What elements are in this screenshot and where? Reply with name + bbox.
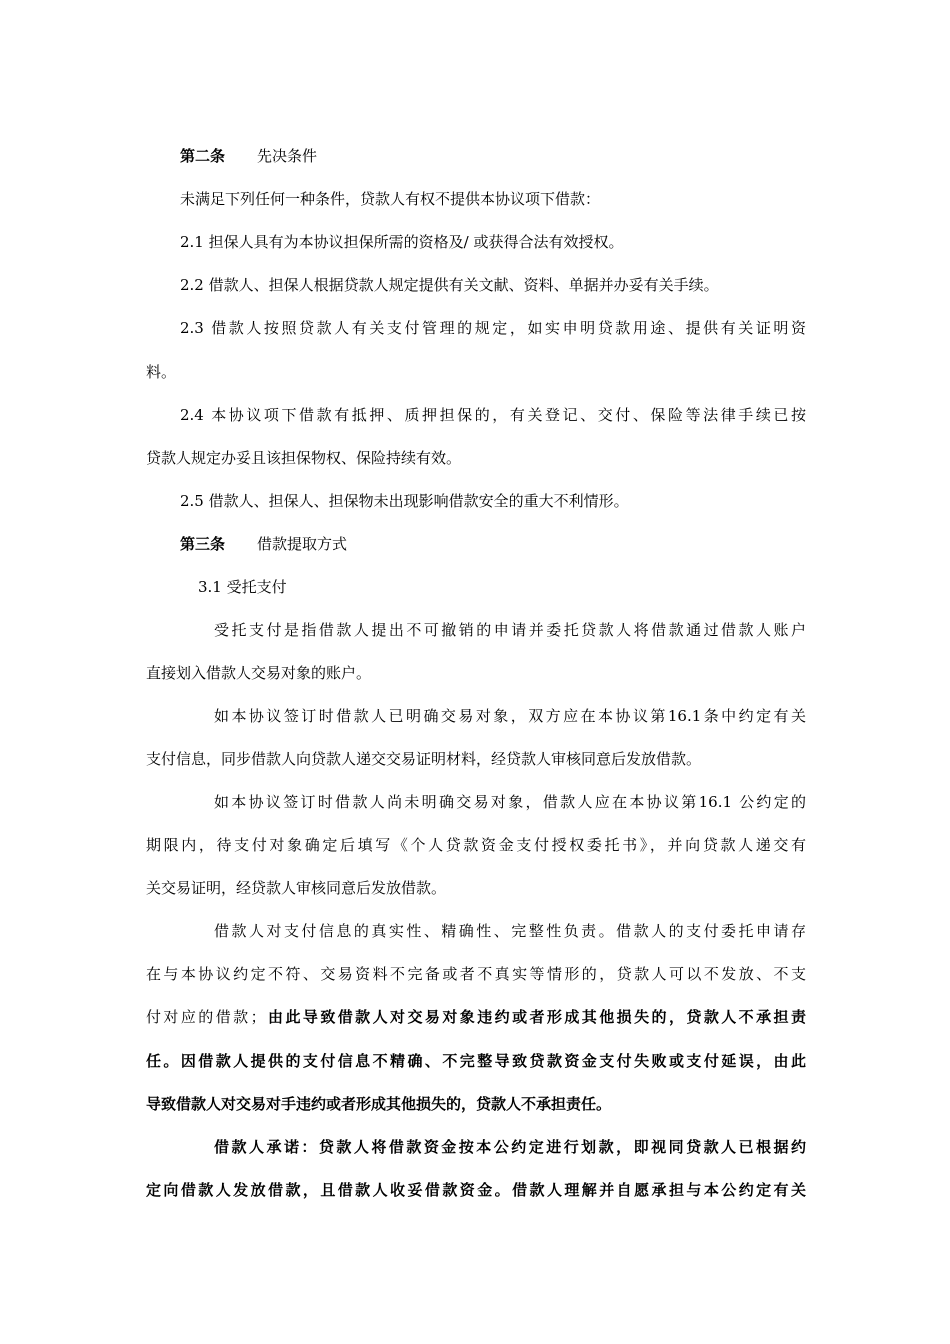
- article-2-item-2-5: 2.5 借款人、担保人、担保物未出现影响借款安全的重大不利情形。: [180, 492, 629, 510]
- paragraph-4-bold-line2: 导致借款人对交易对手违约或者形成其他损失的，贷款人不承担责任。: [146, 1095, 612, 1113]
- article-2-item-2-4-line1: 2.4 本协议项下借款有抵押、质押担保的，有关登记、交付、保险等法律手续已按: [180, 406, 806, 424]
- article-2-item-2-3-line2: 料。: [146, 363, 177, 381]
- article-2-item-2-3-line1: 2.3 借款人按照贷款人有关支付管理的规定，如实申明贷款用途、提供有关证明资: [180, 319, 806, 337]
- article-2-label: 第二条: [180, 147, 226, 165]
- paragraph-1-line2: 直接划入借款人交易对象的账户。: [146, 664, 372, 682]
- paragraph-3-line2: 期限内，待支付对象确定后填写《个人贷款资金支付授权委托书》，并向贷款人递交有: [146, 836, 806, 854]
- paragraph-4-line2: 在与本协议约定不符、交易资料不完备或者不真实等情形的，贷款人可以不发放、不支: [146, 965, 806, 983]
- paragraph-3-line3: 关交易证明，经贷款人审核同意后发放借款。: [146, 879, 447, 897]
- article-2-item-2-4-line2: 贷款人规定办妥且该担保物权、保险持续有效。: [146, 449, 462, 467]
- paragraph-2-line1: 如本协议签订时借款人已明确交易对象，双方应在本协议第16.1条中约定有关: [214, 707, 806, 725]
- article-2-item-2-2: 2.2 借款人、担保人根据贷款人规定提供有关文献、资料、单据并办妥有关手续。: [180, 276, 719, 294]
- article-2-intro: 未满足下列任何一种条件，贷款人有权不提供本协议项下借款：: [180, 190, 601, 208]
- paragraph-5-bold-line1: 借款人承诺：贷款人将借款资金按本公约定进行划款，即视同贷款人已根据约: [214, 1138, 806, 1156]
- paragraph-5-bold-line2: 定向借款人发放借款，且借款人收妥借款资金。借款人理解并自愿承担与本公约定有关: [146, 1181, 806, 1199]
- article-2-title: 先决条件: [257, 147, 318, 165]
- paragraph-4-line3: [146, 1007, 806, 1027]
- article-3-sub-3-1: 3.1 受托支付: [198, 578, 287, 596]
- article-3-title: 借款提取方式: [257, 535, 348, 553]
- paragraph-4-line3-normal: 付对应的借款；: [146, 1008, 266, 1026]
- paragraph-4-line3-bold: 由此导致借款人对交易对象违约或者形成其他损失的，贷款人不承担责: [265, 1008, 806, 1026]
- paragraph-1-line1: 受托支付是指借款人提出不可撤销的申请并委托贷款人将借款通过借款人账户: [214, 621, 806, 639]
- article-2-item-2-1: 2.1 担保人具有为本协议担保所需的资格及/ 或获得合法有效授权。: [180, 233, 624, 251]
- paragraph-4-bold-line1: 任。因借款人提供的支付信息不精确、不完整导致贷款资金支付失败或支付延误，由此: [146, 1052, 806, 1070]
- paragraph-3-line1: 如本协议签订时借款人尚未明确交易对象，借款人应在本协议第16.1 公约定的: [214, 793, 806, 811]
- article-3-label: 第三条: [180, 535, 226, 553]
- paragraph-2-line2: 支付信息，同步借款人向贷款人递交交易证明材料，经贷款人审核同意后发放借款。: [146, 750, 702, 768]
- article-2-heading: [180, 146, 840, 166]
- article-3-heading: [180, 534, 840, 554]
- paragraph-4-line1: 借款人对支付信息的真实性、精确性、完整性负责。借款人的支付委托申请存: [214, 922, 806, 940]
